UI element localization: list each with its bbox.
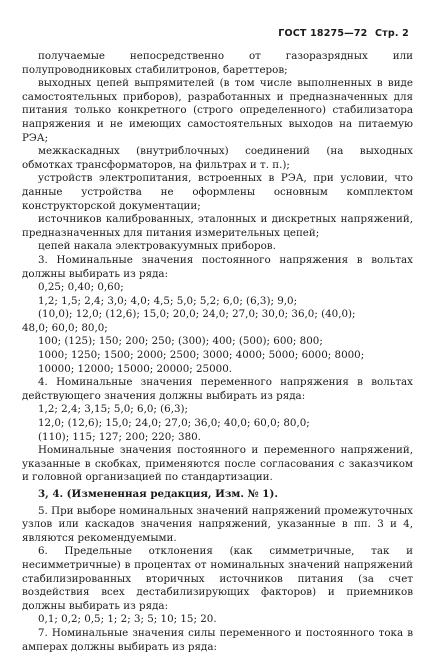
deviation-row: 0,1; 0,2; 0,5; 1; 2; 3; 5; 10; 15; 20.	[38, 613, 217, 626]
paragraph: выходных цепей выпрямителей (в том числе выполненных в виде самостоятельных приборов), разработанных и предназначенных для питания только конкретного (строго определенного) стабилизатора напряжения и не имеющих самостоятельных выходов на питаемую РЭА;	[22, 77, 413, 144]
page-header	[278, 28, 409, 39]
ac-voltage-row: (110); 115; 127; 200; 220; 380.	[38, 430, 201, 443]
paragraph: источников калиброванных, эталонных и дискретных напряжений, предназначенных для питания измерительных цепей;	[22, 213, 413, 239]
paragraph: 4. Номинальные значения переменного напряжения в вольтах действующего значения должны выбирать из ряда:	[22, 376, 413, 402]
standard-number: ГОСТ 18275—72	[278, 28, 368, 39]
dc-voltage-row: 48,0; 60,0; 80,0;	[22, 321, 108, 334]
ac-voltage-row: 1,2; 2,4; 3,15; 5,0; 6,0; (6,3);	[38, 403, 189, 416]
paragraph: получаемые непосредственно от газоразрядных или полупроводниковых стабилитронов, бареттеров;	[22, 50, 413, 76]
paragraph: 3. Номинальные значения постоянного напряжения в вольтах должны выбирать из ряда:	[22, 253, 413, 280]
dc-voltage-row: (10,0); 12,0; (12,6); 15,0; 20,0; 24,0; 27,0; 30,0; 36,0; (40,0);	[38, 308, 356, 321]
paragraph: Номинальные значения постоянного и переменного напряжений, указанные в скобках, применяются после согласования с заказчиком и головной организацией по стандартизации.	[22, 444, 413, 484]
paragraph: 6. Предельные отклонения (как симметричные, так и несимметричные) в процентах от номинальных значений напряжений стабилизированных вторичных источников питания (за счет воздействия всех дестабилизирующих факторов) и приемников должны выбирать из ряда:	[22, 545, 413, 612]
paragraph: устройств электропитания, встроенных в РЭА, при условии, что данные устройства не оформлены основным комплектом конструкторской документации;	[22, 172, 413, 212]
document-body	[22, 50, 413, 654]
dc-voltage-row: 1,2; 1,5; 2,4; 3,0; 4,0; 4,5; 5,0; 5,2; 6,0; (6,3); 9,0;	[38, 294, 298, 307]
paragraph: 5. При выборе номинальных значений напряжений промежуточных узлов или каскадов значения напряжений, указанные в пп. 3 и 4, являются рекомендуемыми.	[22, 504, 413, 544]
dc-voltage-row: 10000; 12000; 15000; 20000; 25000.	[38, 362, 233, 375]
ac-voltage-row: 12,0; (12,6); 15,0; 24,0; 27,0; 36,0; 40,0; 60,0; 80,0;	[38, 417, 310, 430]
paragraph: цепей накала электровакуумных приборов.	[38, 240, 276, 253]
dc-voltage-row: 1000; 1250; 1500; 2000; 2500; 3000; 4000; 5000; 6000; 8000;	[38, 349, 365, 362]
revision-note: 3, 4. (Измененная редакция, Изм. № 1).	[38, 488, 278, 500]
dc-voltage-row: 0,25; 0,40; 0,60;	[38, 281, 124, 294]
page-number: Стр. 2	[374, 28, 409, 39]
dc-voltage-row: 100; (125); 150; 200; 250; (300); 400; (500); 600; 800;	[38, 335, 323, 348]
paragraph: межкаскадных (внутриблочных) соединений (на выходных обмотках трансформаторов, на фильтрах и т. п.);	[22, 145, 413, 171]
paragraph: 7. Номинальные значения силы переменного и постоянного тока в амперах должны выбирать из ряда:	[22, 626, 413, 653]
